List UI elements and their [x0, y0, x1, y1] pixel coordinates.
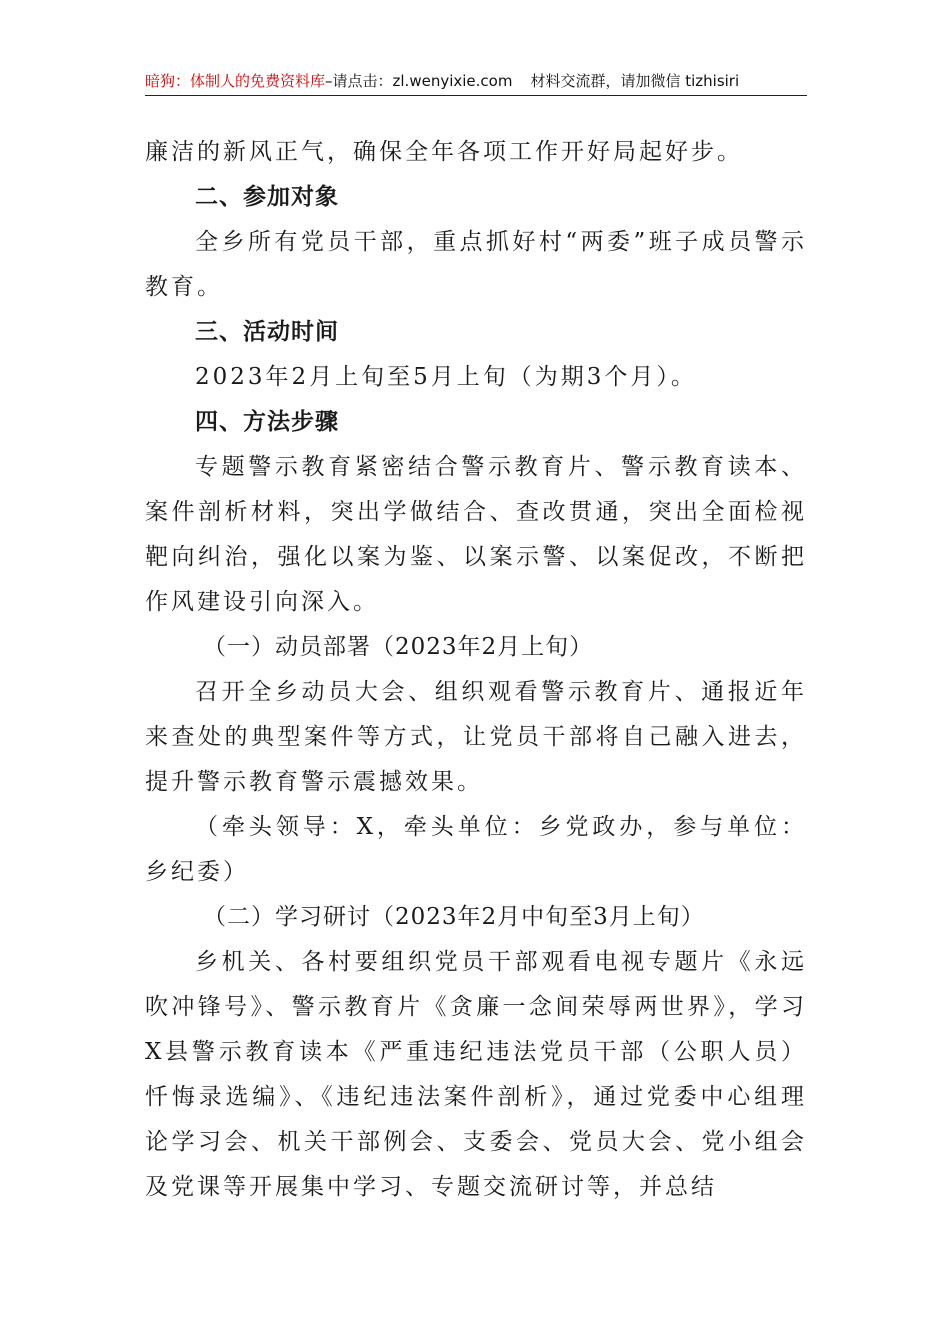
paragraph-mobilize-leads: （牵头领导：X，牵头单位：乡党政办，参与单位：乡纪委） [145, 814, 807, 885]
subsection-heading-mobilize: （一）动员部署（2023年2月上旬） [203, 634, 594, 660]
paragraph-methods: 专题警示教育紧密结合警示教育片、警示教育读本、案件剖析材料，突出学做结合、查改贯通，突出全面检视靶向纠治，强化以案为鉴、以案示警、以案促改，不断把作风建设引向深入。 [145, 454, 807, 615]
paragraph-time: 2023年2月上旬至5月上旬（为期3个月）。 [195, 364, 697, 390]
subsection-heading-study: （二）学习研讨（2023年2月中旬至3月上旬） [203, 904, 705, 930]
paragraph-mobilize: 召开全乡动员大会、组织观看警示教育片、通报近年来查处的典型案件等方式，让党员干部将自己融入进去，提升警示教育警示震撼效果。 [145, 679, 807, 795]
section-heading-methods: 四、方法步骤 [195, 409, 339, 435]
header-wechat-note: 材料交流群，请加微信 tizhisiri [530, 72, 740, 90]
header-divider [145, 95, 807, 96]
section-heading-participants: 二、参加对象 [195, 184, 339, 210]
page-header [145, 70, 807, 96]
header-site-link[interactable]: –请点击：zl.wenyixie.com [325, 72, 513, 90]
header-site-title: 暗狗：体制人的免费资料库 [145, 72, 326, 90]
section-heading-time: 三、活动时间 [195, 319, 339, 345]
paragraph-continuation: 廉洁的新风正气，确保全年各项工作开好局起好步。 [145, 139, 743, 165]
paragraph-study: 乡机关、各村要组织党员干部观看电视专题片《永远吹冲锋号》、警示教育片《贪廉一念间荣辱两世界》，学习X县警示教育读本《严重违纪违法党员干部（公职人员）忏悔录选编》、《违纪违法案件剖析》，通过党委中心组理论学习会、机关干部例会、支委会、党员大会、党小组会及党课等开展集中学习、专题交流研讨等，并总结 [145, 949, 807, 1200]
document-body [145, 130, 807, 1210]
paragraph-participants: 全乡所有党员干部，重点抓好村“两委”班子成员警示教育。 [145, 229, 807, 300]
